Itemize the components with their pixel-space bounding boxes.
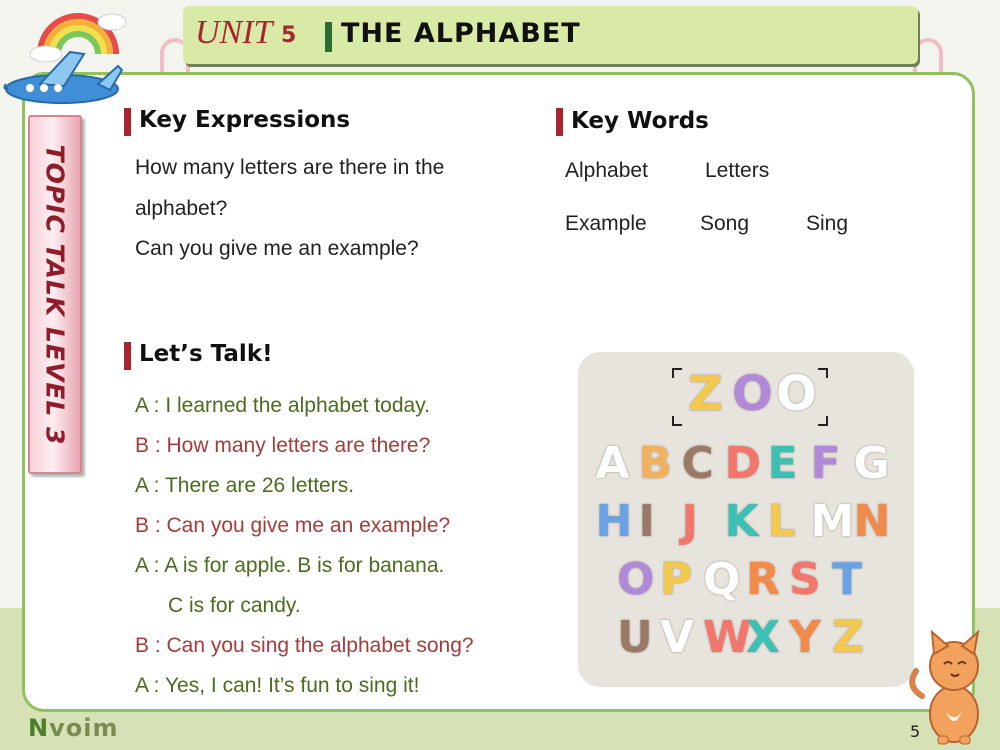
animal-letter-p: P — [660, 554, 693, 605]
animal-letter-f: F — [810, 438, 841, 489]
animal-letter-q: Q — [703, 554, 741, 605]
key-expression-line: alphabet? — [135, 197, 228, 220]
frame-corner — [672, 416, 682, 426]
key-word: Song — [700, 212, 750, 235]
key-word: Sing — [806, 212, 849, 235]
lets-talk-heading: Let’s Talk! — [139, 341, 273, 367]
dialogue-line: A : There are 26 letters. — [135, 474, 355, 497]
unit-header — [183, 6, 918, 64]
animal-letter-w: W — [703, 612, 752, 663]
cat-icon — [908, 626, 994, 746]
unit-label: UNIT — [195, 14, 273, 51]
key-expression-line: How many letters are there in the — [135, 156, 445, 179]
zoo-letter: O — [776, 366, 817, 422]
animal-letter-d: D — [724, 438, 762, 489]
key-expressions-heading: Key Expressions — [139, 107, 351, 133]
dialogue-line: A : I learned the alphabet today. — [135, 394, 430, 417]
key-expressions-bar — [124, 108, 131, 136]
animal-letter-z: Z — [832, 612, 864, 663]
page-number: 5 — [910, 722, 921, 741]
animal-letter-b: B — [638, 438, 673, 489]
unit-title: THE ALPHABET — [341, 18, 581, 49]
animal-letter-o: O — [617, 554, 655, 605]
animal-letter-y: Y — [789, 612, 821, 663]
airplane-icon — [0, 44, 125, 119]
animal-letter-c: C — [681, 438, 714, 489]
dialogue-line: B : Can you give me an example? — [135, 514, 451, 537]
animal-letter-k: K — [724, 496, 759, 547]
animal-letter-j: J — [681, 496, 698, 547]
animal-letter-x: X — [746, 612, 780, 663]
animal-letter-s: S — [789, 554, 821, 605]
key-words-heading: Key Words — [571, 108, 709, 134]
animal-letter-v: V — [660, 612, 695, 663]
frame-corner — [818, 416, 828, 426]
animal-letter-u: U — [617, 612, 653, 663]
key-word: Alphabet — [565, 159, 648, 182]
dialogue-line: A : A is for apple. B is for banana. — [135, 554, 445, 577]
zoo-letter: O — [732, 366, 773, 422]
animal-letter-i: I — [638, 496, 655, 547]
unit-number: 5 — [281, 23, 297, 48]
animal-letter-a: A — [595, 438, 630, 489]
animal-letter-g: G — [853, 438, 890, 489]
key-expression-line: Can you give me an example? — [135, 237, 419, 260]
frame-corner — [672, 368, 682, 378]
key-word: Example — [565, 212, 647, 235]
side-label — [28, 115, 82, 474]
animal-alphabet-picture — [578, 352, 914, 687]
animal-letter-e: E — [767, 438, 798, 489]
dialogue-line: A : Yes, I can! It’s fun to sing it! — [135, 674, 420, 697]
animal-letter-n: N — [853, 496, 891, 547]
dialogue-line: B : Can you sing the alphabet song? — [135, 634, 474, 657]
zoo-letter: Z — [688, 366, 723, 422]
dialogue-line: B : How many letters are there? — [135, 434, 431, 457]
frame-corner — [818, 368, 828, 378]
animal-letter-l: L — [767, 496, 796, 547]
animal-letter-h: H — [595, 496, 633, 547]
key-word: Letters — [705, 159, 770, 182]
key-words-bar — [556, 108, 563, 136]
dialogue-line: C is for candy. — [168, 594, 301, 617]
publisher-logo: Nvoim — [28, 714, 119, 742]
side-label-text: TOPIC TALK LEVEL 3 — [40, 144, 70, 445]
animal-letter-m: M — [810, 496, 855, 547]
header-divider — [325, 22, 332, 52]
animal-letter-r: R — [746, 554, 780, 605]
lets-talk-bar — [124, 342, 131, 370]
animal-letter-t: T — [832, 554, 863, 605]
